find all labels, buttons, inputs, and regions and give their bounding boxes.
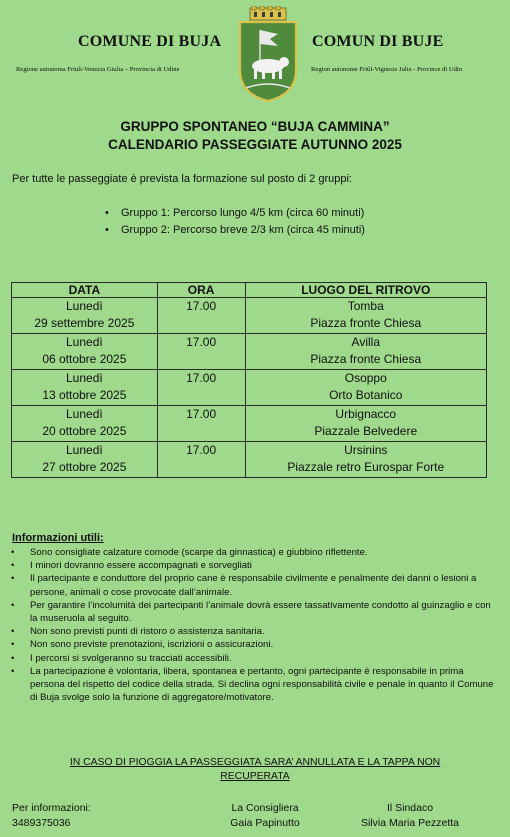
table-row — [12, 406, 487, 442]
table-row — [12, 442, 487, 478]
info-heading: Informazioni utili: — [12, 532, 104, 544]
place-cell — [245, 406, 486, 442]
group-item: • Gruppo 2: Percorso breve 2/3 km (circa 45 minuti) — [105, 222, 365, 239]
left-region-subtitle: Regione autonoma Friuli-Venezia Giulia – Provincia di Udine — [16, 66, 180, 73]
right-region-subtitle: Region autonome Friûl-Vignesie Julie - Province di Udin — [311, 66, 463, 73]
date: 27 ottobre 2025 — [42, 460, 127, 474]
councillor-name: Gaia Papinutto — [230, 817, 300, 829]
date: 20 ottobre 2025 — [42, 424, 127, 438]
left-municipality-title: COMUNE DI BUJA — [78, 33, 222, 50]
info-item: • I minori dovranno essere accompagnati e sorvegliati — [10, 559, 496, 572]
right-municipality-title: COMUN DI BUJE — [312, 33, 444, 50]
header-time: ORA — [157, 283, 245, 298]
date: 29 settembre 2025 — [34, 316, 135, 330]
header-date: DATA — [12, 283, 158, 298]
groups-list — [105, 205, 365, 239]
time-cell: 17.00 — [157, 406, 245, 442]
weekday: Lunedì — [66, 299, 103, 313]
time-cell: 17.00 — [157, 334, 245, 370]
date-cell — [12, 406, 158, 442]
place-name: Ursinins — [344, 443, 388, 457]
weekday: Lunedì — [66, 407, 103, 421]
weekday: Lunedì — [66, 335, 103, 349]
councillor-role: La Consigliera — [231, 802, 299, 814]
header-meeting-place: LUOGO DEL RITROVO — [245, 283, 486, 298]
place-name: Tomba — [347, 299, 384, 313]
time-cell: 17.00 — [157, 442, 245, 478]
place-detail: Piazza fronte Chiesa — [310, 352, 422, 366]
mayor-signature — [350, 801, 470, 831]
table-header-row — [12, 283, 487, 298]
rain-notice-line: IN CASO DI PIOGGIA LA PASSEGGIATA SARA’ ANNULLATA E LA TAPPA NON — [69, 757, 441, 768]
calendar-title: CALENDARIO PASSEGGIATE AUTUNNO 2025 — [108, 137, 402, 152]
place-detail: Piazzale Belvedere — [314, 424, 418, 438]
time-cell: 17.00 — [157, 370, 245, 406]
info-item: • Non sono previsti punti di ristoro o assistenza sanitaria. — [10, 625, 496, 638]
date-cell — [12, 370, 158, 406]
place-detail: Piazzale retro Eurospar Forte — [287, 460, 445, 474]
rain-notice — [30, 756, 480, 783]
place-name: Avilla — [351, 335, 380, 349]
place-detail: Orto Botanico — [329, 388, 403, 402]
weekday: Lunedì — [66, 371, 103, 385]
date-cell — [12, 334, 158, 370]
date-cell — [12, 442, 158, 478]
date: 06 ottobre 2025 — [42, 352, 127, 366]
contact-phone: 3489375036 — [12, 817, 71, 829]
intro-text: Per tutte le passeggiate è prevista la formazione sul posto di 2 gruppi: — [12, 173, 352, 185]
mayor-role: Il Sindaco — [386, 802, 434, 814]
time-cell: 17.00 — [157, 298, 245, 334]
contact-label: Per informazioni: — [12, 802, 91, 814]
coat-of-arms-icon — [236, 6, 300, 102]
table-row — [12, 370, 487, 406]
date-cell — [12, 298, 158, 334]
place-cell — [245, 298, 486, 334]
place-cell — [245, 334, 486, 370]
place-name: Urbignacco — [335, 407, 397, 421]
info-item: • La partecipazione è volontaria, libera, spontanea e pertanto, ogni partecipante è responsabile in prima persona del rispetto del codice della strada. Si declina ogni responsabilità civile e penale in quanto il Comune di Buja svolge solo la funzione di aggregatore/motivatore. — [10, 665, 496, 705]
contact-info — [12, 801, 91, 831]
table-row — [12, 298, 487, 334]
place-name: Osoppo — [344, 371, 387, 385]
place-cell — [245, 442, 486, 478]
mayor-name: Silvia Maria Pezzetta — [360, 817, 460, 829]
place-cell — [245, 370, 486, 406]
event-group-title: GRUPPO SPONTANEO “BUJA CAMMINA” — [120, 119, 390, 134]
councillor-signature — [205, 801, 325, 831]
place-detail: Piazza fronte Chiesa — [310, 316, 422, 330]
walks-calendar-table — [11, 282, 487, 478]
info-item: • Sono consigliate calzature comode (scarpe da ginnastica) e giubbino riflettente. — [10, 546, 496, 559]
group-item: • Gruppo 1: Percorso lungo 4/5 km (circa 60 minuti) — [105, 205, 365, 222]
info-item: • Per garantire l’incolumità dei partecipanti l’animale dovrà essere tassativamente condotto al guinzaglio e con la museruola al seguito. — [10, 599, 496, 625]
info-item: • Non sono previste prenotazioni, iscrizioni o assicurazioni. — [10, 638, 496, 651]
info-item: • I percorsi si svolgeranno su tracciati accessibili. — [10, 652, 496, 665]
rain-notice-line: RECUPERATA — [220, 770, 290, 782]
weekday: Lunedì — [66, 443, 103, 457]
info-list — [10, 546, 496, 704]
table-row — [12, 334, 487, 370]
info-item: • Il partecipante e conduttore del proprio cane è responsabile civilmente e penalmente dei danni o lesioni a persone, animali o cose provocate dall’animale. — [10, 572, 496, 598]
date: 13 ottobre 2025 — [42, 388, 127, 402]
